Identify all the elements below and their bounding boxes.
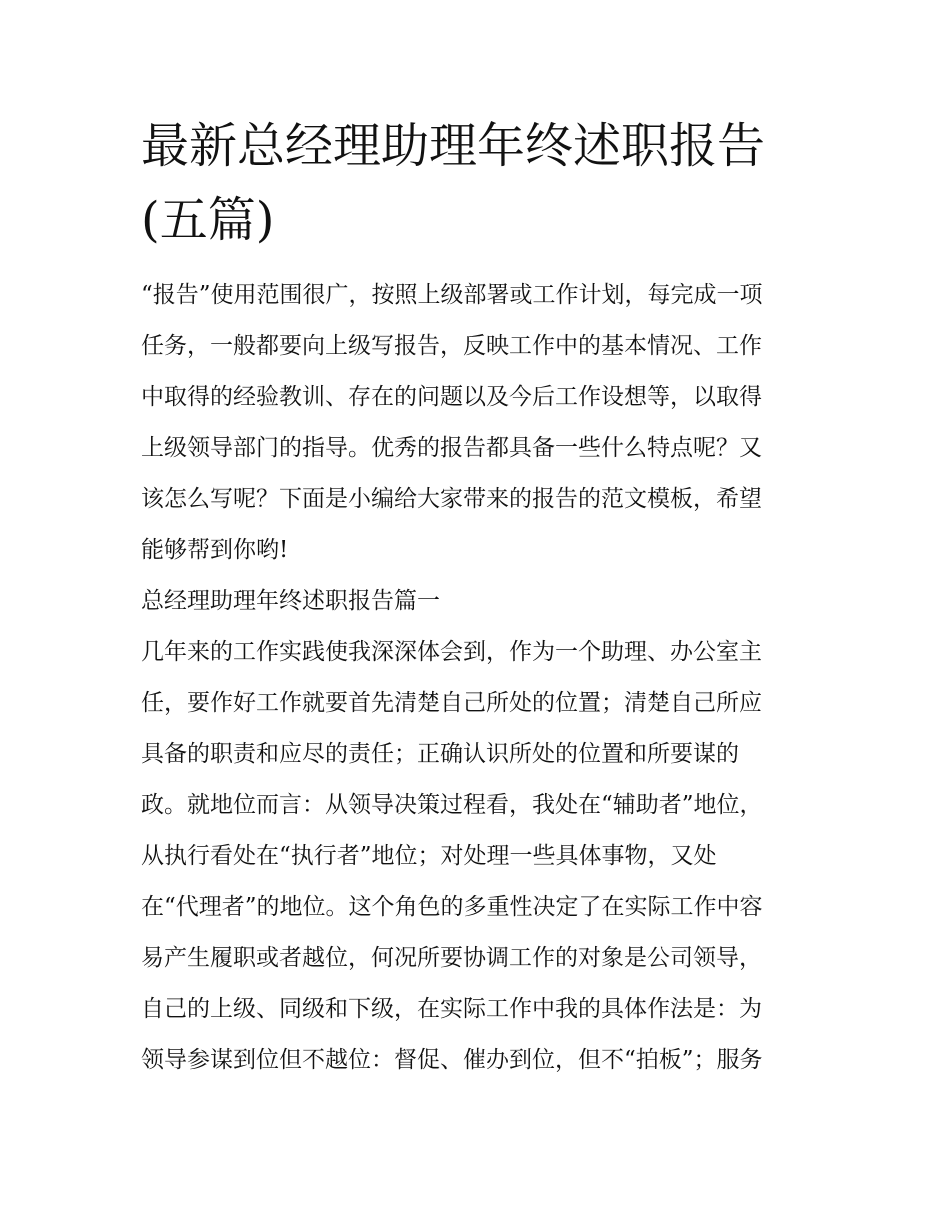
section-heading: 总经理助理年终述职报告篇一 xyxy=(141,588,440,614)
document-content xyxy=(141,114,813,1086)
body-line: 几年来的工作实践使我深深体会到，作为一个助理、办公室主 xyxy=(141,639,762,665)
intro-line: 能够帮到你哟! xyxy=(141,537,289,563)
body-line: 政。就地位而言：从领导决策过程看，我处在“辅助者”地位， xyxy=(141,792,763,818)
body-line: 具备的职责和应尽的责任；正确认识所处的位置和所要谋的 xyxy=(141,741,739,767)
title-line: 最新总经理助理年终述职报告 xyxy=(141,118,766,174)
body-line: 从执行看处在“执行者”地位；对处理一些具体事物，又处 xyxy=(141,843,717,869)
intro-line: 该怎么写呢？下面是小编给大家带来的报告的范文模板，希望 xyxy=(141,486,762,512)
intro-line: “报告”使用范围很广，按照上级部署或工作计划，每完成一项 xyxy=(141,282,763,308)
document-body xyxy=(141,270,813,1086)
body-line: 自己的上级、同级和下级，在实际工作中我的具体作法是：为 xyxy=(141,996,762,1022)
body-line: 在“代理者”的地位。这个角色的多重性决定了在实际工作中容 xyxy=(141,894,763,920)
body-line: 任，要作好工作就要首先清楚自己所处的位置；清楚自己所应 xyxy=(141,690,762,716)
title-line: (五篇) xyxy=(141,192,275,248)
intro-line: 中取得的经验教训、存在的问题以及今后工作设想等，以取得 xyxy=(141,384,762,410)
intro-line: 上级领导部门的指导。优秀的报告都具备一些什么特点呢？又 xyxy=(141,435,762,461)
document-title xyxy=(141,114,813,252)
body-line: 领导参谋到位但不越位：督促、催办到位，但不“拍板”；服务 xyxy=(141,1047,763,1073)
intro-line: 任务，一般都要向上级写报告，反映工作中的基本情况、工作 xyxy=(141,333,762,359)
body-line: 易产生履职或者越位，何况所要协调工作的对象是公司领导， xyxy=(141,945,762,971)
